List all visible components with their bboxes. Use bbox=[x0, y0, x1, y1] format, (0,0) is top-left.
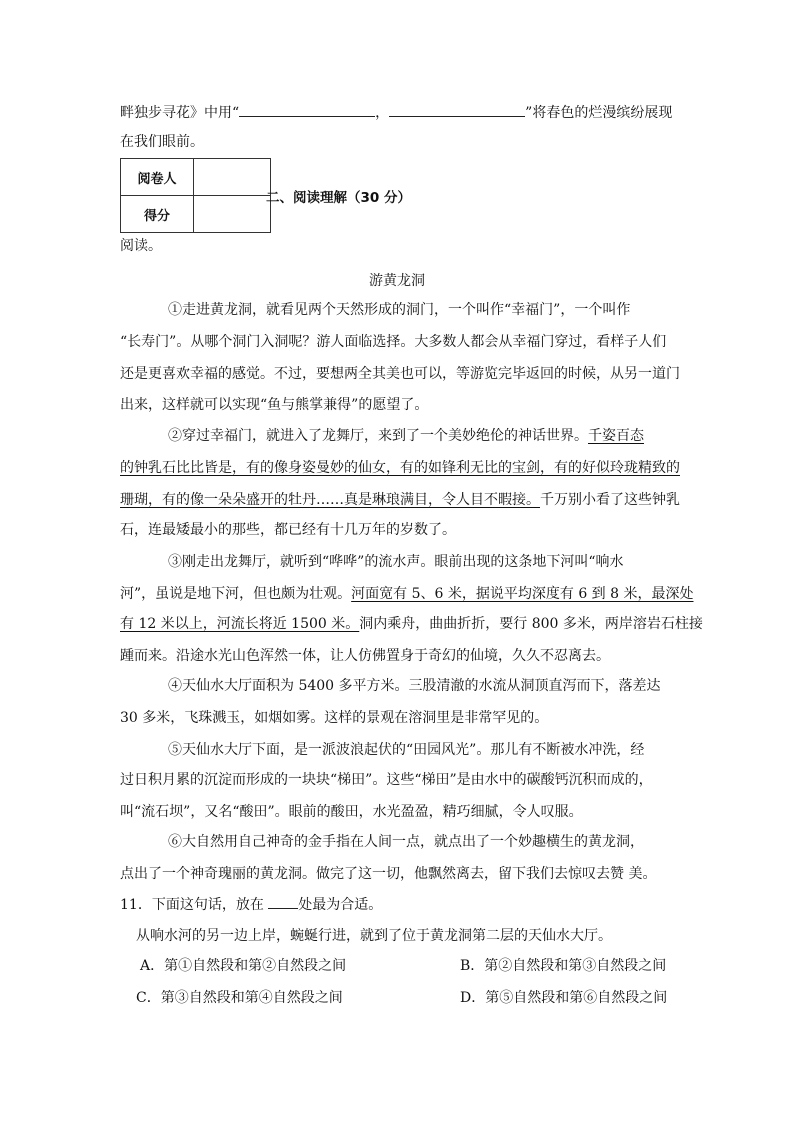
answer-blank-1[interactable] bbox=[239, 102, 375, 117]
option-a[interactable]: A．第①自然段和第②自然段之间 bbox=[140, 958, 347, 974]
intro-text-after: ”将春色的烂漫缤纷展现 bbox=[525, 105, 673, 121]
para1-line4: 出来，这样就可以实现“鱼与熊掌兼得”的愿望了。 bbox=[120, 397, 429, 413]
score-table bbox=[120, 158, 271, 233]
para1-line1: ①走进黄龙洞，就看见两个天然形成的洞门，一个叫作“幸福门”，一个叫作 bbox=[168, 302, 631, 318]
section-title: 二、阅读理解（30 分） bbox=[266, 190, 411, 206]
para3-line1: ③刚走出龙舞厅，就听到“哗哗”的流水声。眼前出现的这条地下河叫“响水 bbox=[168, 554, 624, 570]
para5-line3: 叫“流石坝”，又名“酸田”。眼前的酸田，水光盈盈，精巧细腻，令人叹服。 bbox=[120, 804, 583, 820]
score-label: 得分 bbox=[121, 196, 194, 233]
question-11-stem bbox=[120, 894, 680, 915]
grader-cell[interactable] bbox=[194, 159, 271, 196]
para2-line4: 石，连最矮最小的那些，都已经有十几万年的岁数了。 bbox=[120, 522, 456, 538]
option-c[interactable]: C．第③自然段和第④自然段之间 bbox=[136, 990, 343, 1006]
para2-line2 bbox=[120, 458, 680, 478]
para3-line3 bbox=[120, 614, 703, 634]
para2-line1 bbox=[168, 426, 728, 446]
para3-line2-text: 河”，虽说是地下河，但也颇为壮观。 bbox=[120, 586, 352, 602]
para4-line1: ④天仙水大厅面积为 5400 多平方米。三股清澈的水流从洞顶直泻而下，落差达 bbox=[168, 678, 661, 694]
para2-line3 bbox=[120, 490, 680, 510]
question-11-blank[interactable] bbox=[268, 894, 298, 909]
para5-line2: 过日积月累的沉淀而形成的一块块“梯田”。这些“梯田”是由水中的碳酸钙沉积而成的， bbox=[120, 772, 653, 788]
para2-underlined-end: 珊瑚，有的像一朵朵盛开的牡丹……真是琳琅满目，令人目不暇接。 bbox=[120, 492, 540, 508]
para3-line2 bbox=[120, 584, 694, 604]
para4-line2: 30 多米，飞珠溅玉，如烟如雾。这样的景观在溶洞里是非常罕见的。 bbox=[120, 710, 549, 726]
para1-line2: “长寿门”。从哪个洞门入洞呢？游人面临选择。大多数人都会从幸福门穿过，看样子人们 bbox=[120, 334, 667, 350]
para2-line1-text: ②穿过幸福门，就进入了龙舞厅，来到了一个美妙绝伦的神话世界。 bbox=[168, 428, 588, 444]
question-11-sentence: 从响水河的另一边上岸，蜿蜒行进，就到了位于黄龙洞第二层的天仙水大厅。 bbox=[136, 928, 612, 944]
para2-underlined-start: 千姿百态 bbox=[588, 428, 644, 444]
para3-underlined-end: 有 12 米以上，河流长将近 1500 米。 bbox=[120, 616, 360, 632]
answer-blank-2[interactable] bbox=[389, 102, 525, 117]
para5-line1: ⑤天仙水大厅下面，是一派波浪起伏的“田园风光”。那儿有不断被水冲洗，经 bbox=[168, 742, 645, 758]
para2-underlined-line2: 的钟乳石比比皆是，有的像身姿曼妙的仙女，有的如锋利无比的宝剑，有的好似玲珑精致的 bbox=[120, 460, 680, 476]
article-title: 游黄龙洞 bbox=[369, 273, 425, 289]
intro-comma: ， bbox=[375, 105, 390, 121]
para2-line3-text: 千万别小看了这些钟乳 bbox=[540, 492, 680, 508]
score-cell[interactable] bbox=[194, 196, 271, 233]
option-d[interactable]: D．第⑤自然段和第⑥自然段之间 bbox=[460, 990, 668, 1006]
intro-line-1 bbox=[120, 102, 680, 123]
grader-label: 阅卷人 bbox=[121, 159, 194, 196]
para3-underlined-start: 河面宽有 5、6 米，据说平均深度有 6 到 8 米，最深处 bbox=[351, 586, 694, 602]
para3-line4: 踵而来。沿途水光山色浑然一体，让人仿佛置身于奇幻的仙境，久久不忍离去。 bbox=[120, 648, 610, 664]
intro-line-2: 在我们眼前。 bbox=[120, 134, 204, 150]
read-label: 阅读。 bbox=[120, 238, 162, 254]
option-b[interactable]: B．第②自然段和第③自然段之间 bbox=[460, 958, 667, 974]
intro-text-before: 畔独步寻花》中用“ bbox=[120, 105, 240, 121]
para3-line3-text: 洞内乘舟，曲曲折折，要行 800 多米，两岸溶岩石柱接 bbox=[359, 616, 703, 632]
para6-line2: 点出了一个神奇瑰丽的黄龙洞。做完了这一切，他飘然离去，留下我们去惊叹去赞 美。 bbox=[120, 866, 657, 882]
para6-line1: ⑥大自然用自己神奇的金手指在人间一点，就点出了一个妙趣横生的黄龙洞， bbox=[168, 834, 644, 850]
question-11-stem-after: 处最为合适。 bbox=[298, 897, 383, 913]
question-11-stem-before: 11．下面这句话，放在 bbox=[120, 897, 269, 913]
para1-line3: 还是更喜欢幸福的感觉。不过，要想两全其美也可以，等游览完毕返回的时候，从另一道门 bbox=[120, 366, 680, 382]
